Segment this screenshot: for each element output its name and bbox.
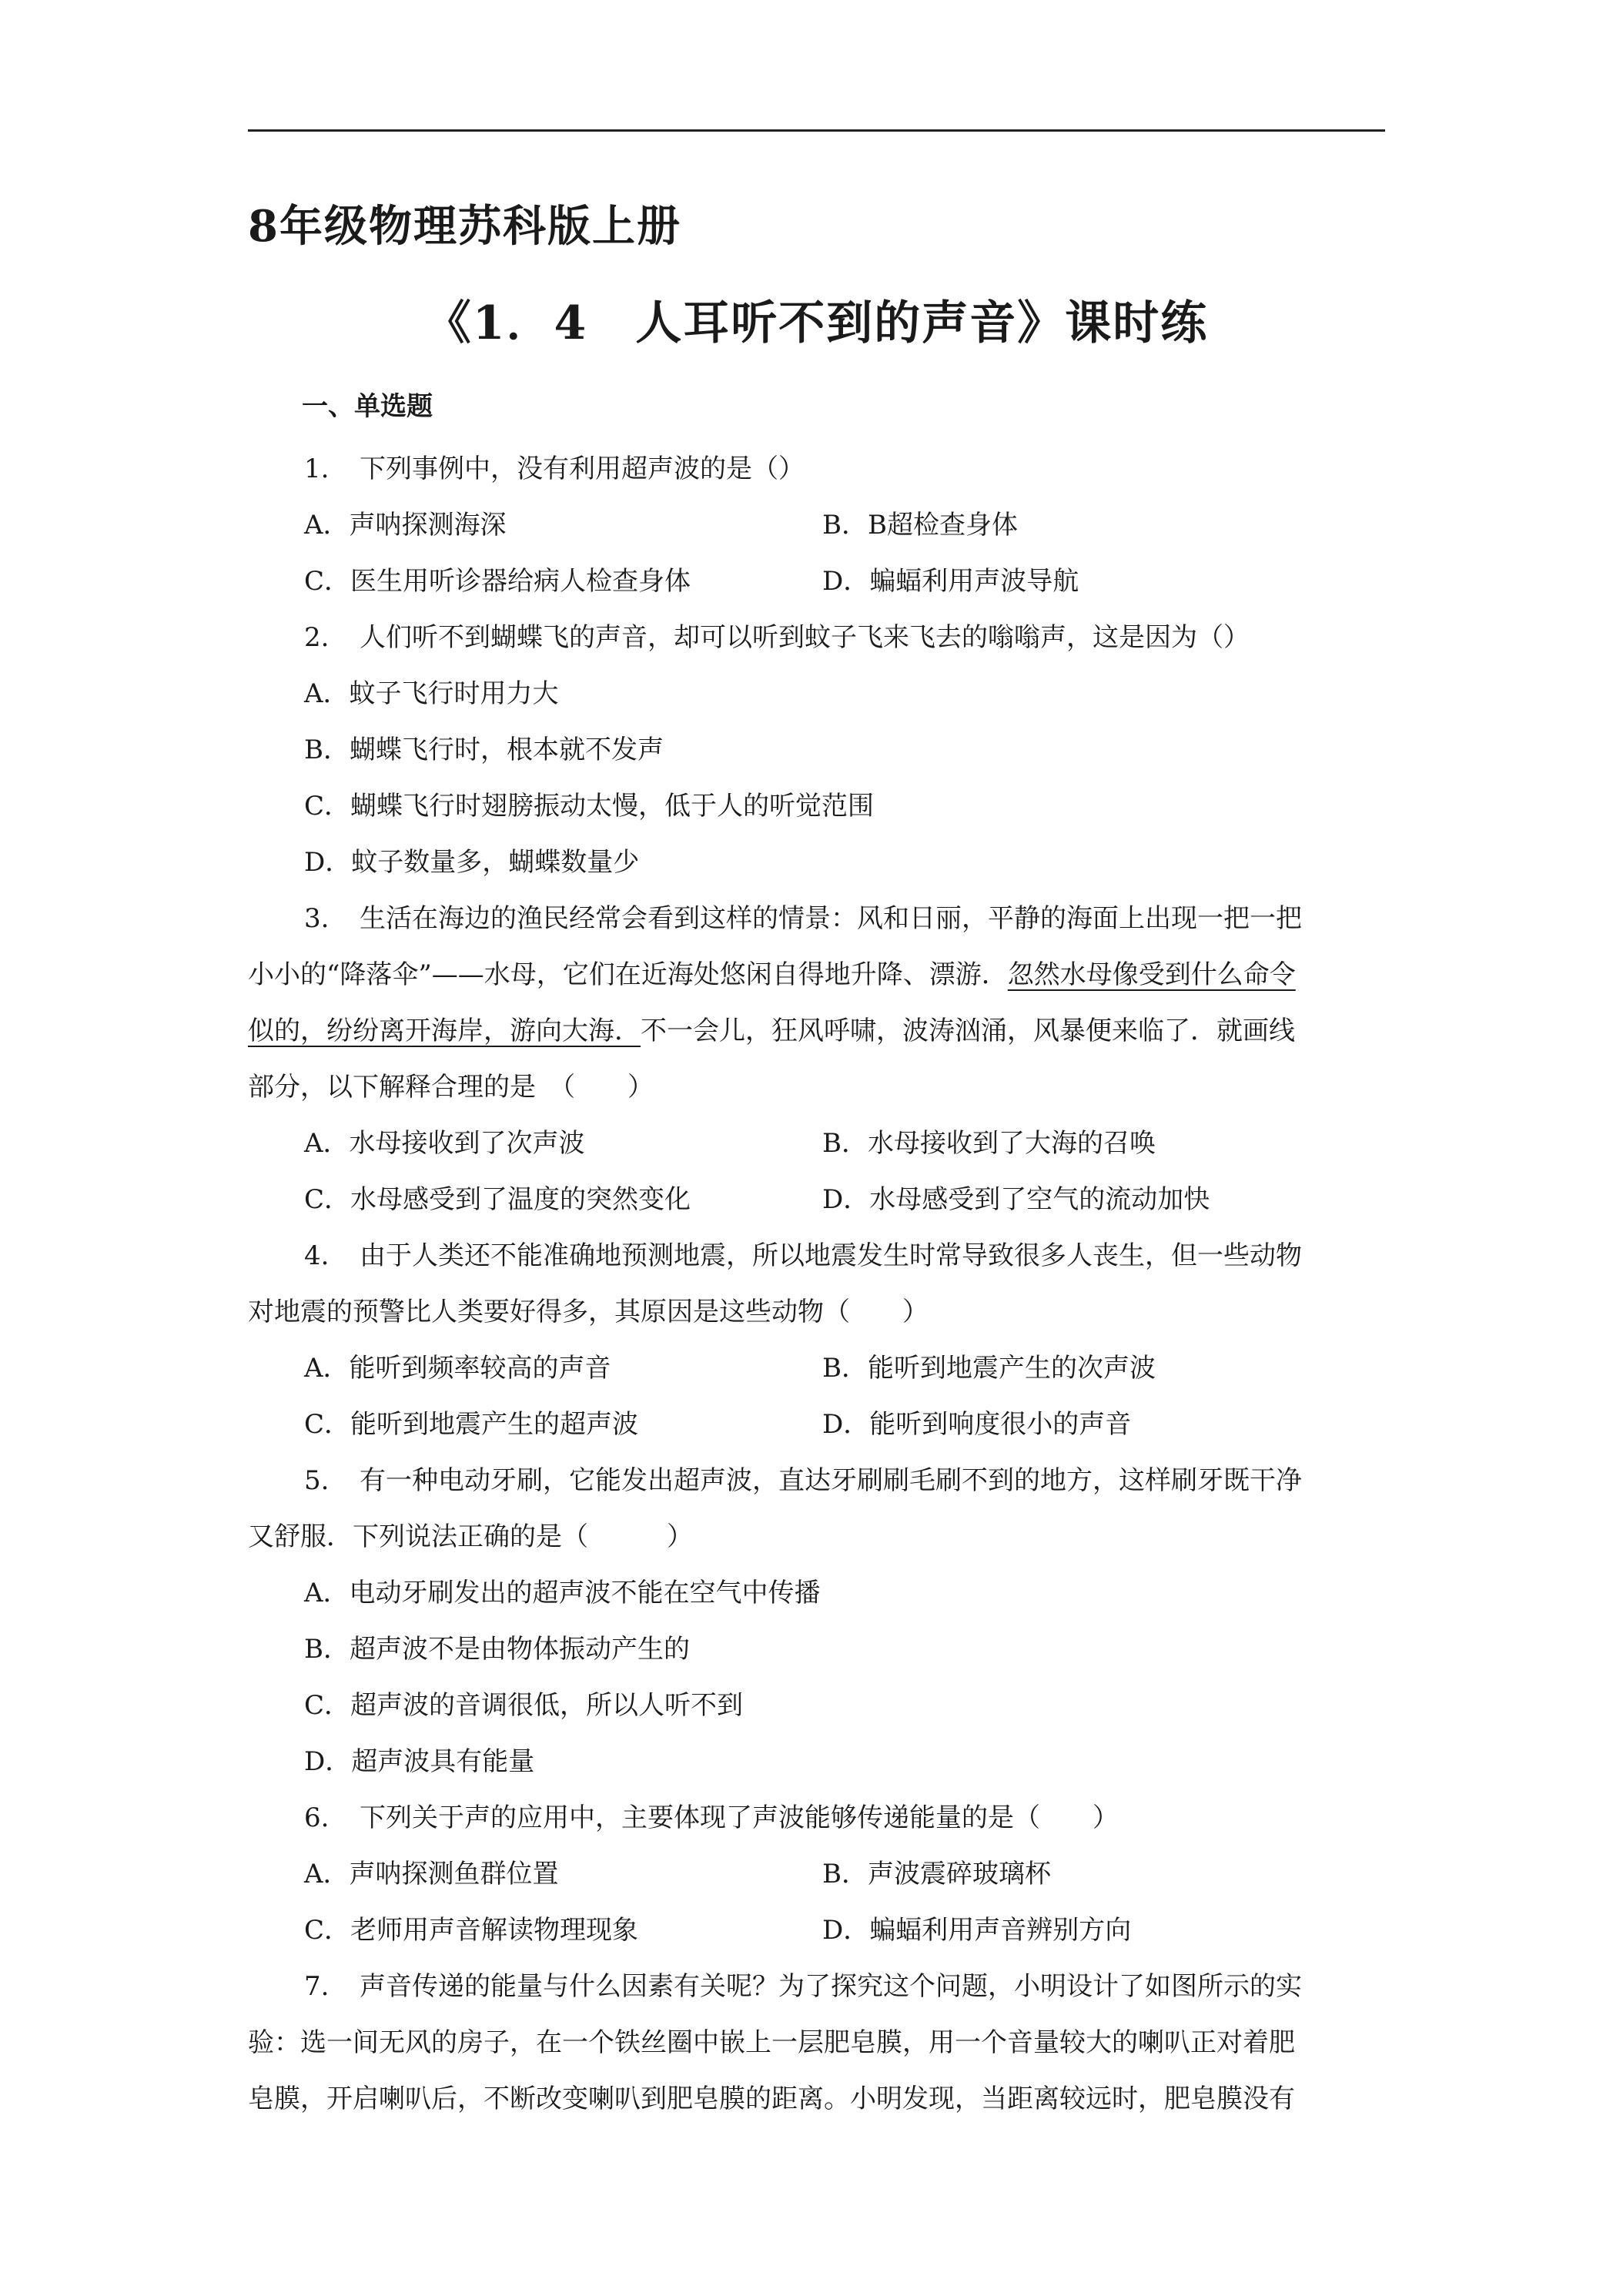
option-d: D．能听到响度很小的声音 (822, 1409, 1132, 1440)
question-number: 2. (304, 622, 330, 653)
section-heading: 一、单选题 (302, 391, 433, 422)
option-d: D．水母感受到了空气的流动加快 (822, 1184, 1210, 1215)
option-a: A．蚊子飞行时用力大 (304, 678, 559, 709)
question-text-line: 又舒服．下列说法正确的是（ ） (248, 1521, 693, 1552)
lesson-subtitle: 《1．4 人耳听不到的声音》课时练 (424, 296, 1209, 350)
question-number: 5. (304, 1465, 330, 1496)
option-d: D．蚊子数量多，蝴蝶数量少 (304, 847, 640, 878)
question-text-line (248, 1003, 1295, 1059)
option-c: C．能听到地震产生的超声波 (304, 1409, 639, 1440)
question-6-stem (304, 1790, 1119, 1846)
question-text-line: 皂膜，开启喇叭后，不断改变喇叭到肥皂膜的距离。小明发现，当距离较远时，肥皂膜没有 (248, 2083, 1295, 2114)
question-5-stem (304, 1453, 1302, 1509)
option-c: C．蝴蝶飞行时翅膀振动太慢，低于人的听觉范围 (304, 791, 875, 822)
header-rule (248, 129, 1385, 132)
option-d: D．蝙蝠利用声音辨别方向 (822, 1915, 1132, 1946)
page-title: 8年级物理苏科版上册 (248, 201, 681, 252)
question-text-line: 对地震的预警比人类要好得多，其原因是这些动物（ ） (248, 1297, 929, 1327)
option-a: A．声呐探测鱼群位置 (304, 1859, 559, 1889)
question-text: 生活在海边的渔民经常会看到这样的情景：风和日丽，平静的海面上出现一把一把 (360, 903, 1302, 934)
option-a: A．声呐探测海深 (304, 510, 507, 541)
question-text-line (248, 947, 1296, 1003)
question-text-line: 部分，以下解释合理的是 （ ） (248, 1072, 654, 1103)
question-text: 不一会儿，狂风呼啸，波涛汹涌，风暴便来临了．就画线 (641, 1016, 1295, 1046)
question-text: 声音传递的能量与什么因素有关呢？为了探究这个问题，小明设计了如图所示的实 (360, 1971, 1302, 2002)
option-c: C．老师用声音解读物理现象 (304, 1915, 639, 1946)
question-number: 4. (304, 1240, 330, 1271)
question-3-stem (304, 891, 1302, 947)
question-text: 下列关于声的应用中，主要体现了声波能够传递能量的是（ ） (360, 1802, 1119, 1833)
question-7-stem (304, 1959, 1302, 2015)
option-b: B．声波震碎玻璃杯 (822, 1859, 1051, 1889)
option-c: C．超声波的音调很低，所以人听不到 (304, 1690, 744, 1721)
option-b: B．超声波不是由物体振动产生的 (304, 1634, 690, 1665)
question-number: 7. (304, 1971, 330, 2002)
question-number: 1. (304, 454, 330, 484)
question-text: 小小的“降落伞”——水母，它们在近海处悠闲自得地升降、漂游． (248, 959, 1008, 990)
question-text: 人们听不到蝴蝶飞的声音，却可以听到蚊子飞来飞去的嗡嗡声，这是因为（） (360, 622, 1250, 653)
option-b: B．能听到地震产生的次声波 (822, 1353, 1156, 1384)
question-number: 6. (304, 1802, 330, 1833)
question-text: 下列事例中，没有利用超声波的是（） (360, 454, 805, 484)
option-d: D．超声波具有能量 (304, 1746, 535, 1777)
option-b: B．蝴蝶飞行时，根本就不发声 (304, 735, 664, 765)
question-1-stem (304, 441, 805, 497)
question-text: 有一种电动牙刷，它能发出超声波，直达牙刷刷毛刷不到的地方，这样刷牙既干净 (360, 1465, 1302, 1496)
option-a: A．水母接收到了次声波 (304, 1128, 585, 1159)
question-number: 3. (304, 903, 330, 934)
underlined-text: 似的，纷纷离开海岸，游向大海． (248, 1016, 641, 1046)
option-a: A．电动牙刷发出的超声波不能在空气中传播 (304, 1578, 821, 1608)
question-4-stem (304, 1228, 1302, 1284)
question-text-line: 验：选一间无风的房子，在一个铁丝圈中嵌上一层肥皂膜，用一个音量较大的喇叭正对着肥 (248, 2027, 1295, 2058)
option-a: A．能听到频率较高的声音 (304, 1353, 611, 1384)
underlined-text: 忽然水母像受到什么命令 (1007, 959, 1296, 990)
option-b: B．水母接收到了大海的召唤 (822, 1128, 1156, 1159)
option-c: C．水母感受到了温度的突然变化 (304, 1184, 691, 1215)
option-d: D．蝙蝠利用声波导航 (822, 566, 1079, 597)
question-2-stem (304, 610, 1250, 666)
question-text: 由于人类还不能准确地预测地震，所以地震发生时常导致很多人丧生，但一些动物 (360, 1240, 1302, 1271)
option-b: B．B超检查身体 (822, 510, 1018, 541)
option-c: C．医生用听诊器给病人检查身体 (304, 566, 691, 597)
